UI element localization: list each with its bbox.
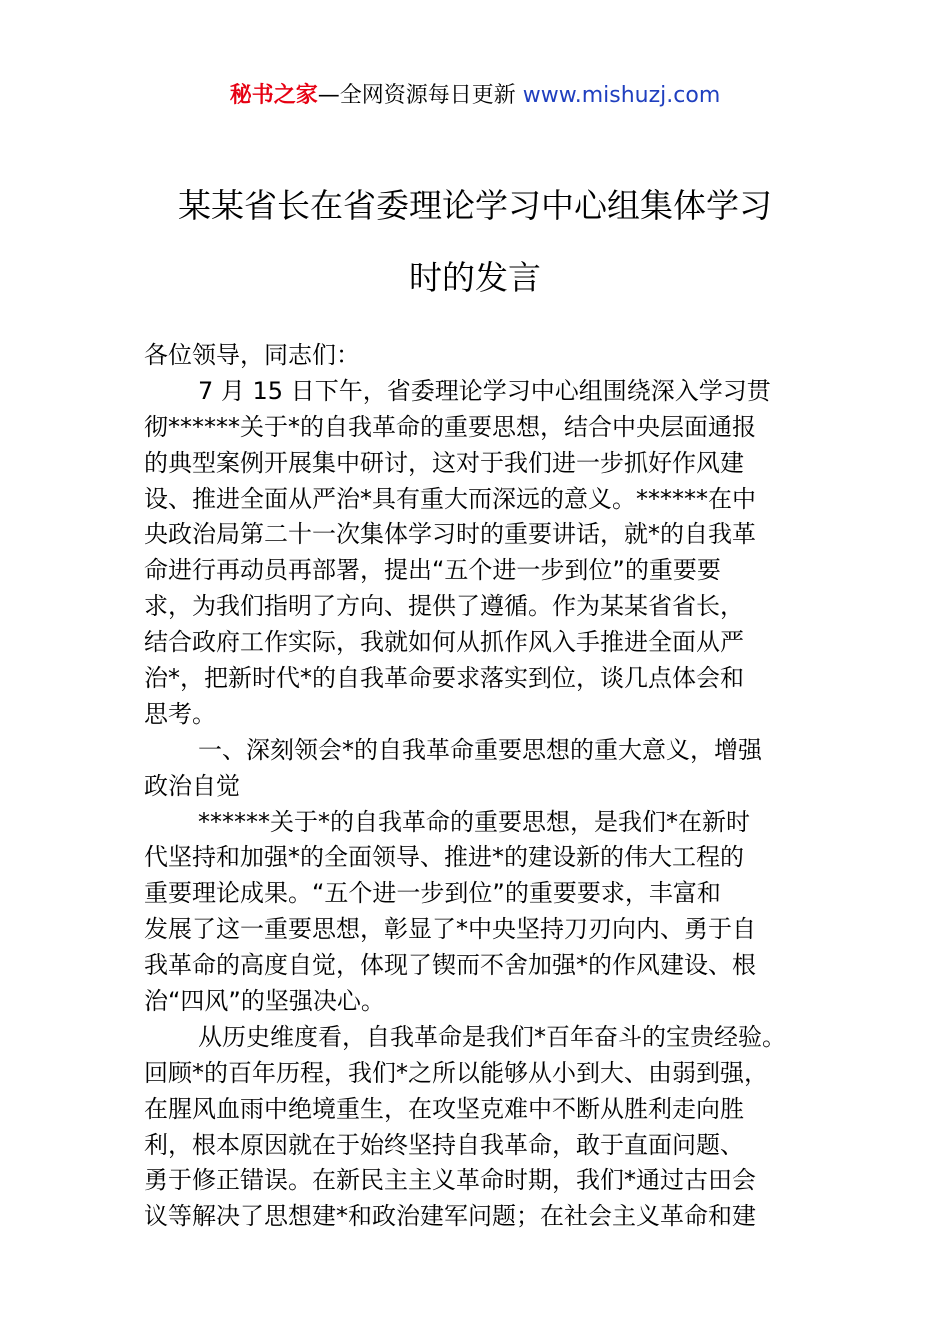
document-body [144,338,834,1235]
paragraph-line: 设、推进全面从严治*具有重大而深远的意义。******在中 [144,484,756,513]
paragraph-line: 勇于修正错误。在新民主主义革命时期，我们*通过古田会 [144,1166,756,1195]
header-tagline: —全网资源每日更新 [317,83,516,108]
site-header [0,80,950,112]
paragraph-line: 代坚持和加强*的全面领导、推进*的建设新的伟大工程的 [144,843,744,872]
paragraph-line: ******关于*的自我革命的重要思想，是我们*在新时 [198,807,750,836]
paragraph-line: 治*，把新时代*的自我革命要求落实到位，谈几点体会和 [144,664,744,693]
paragraph-line: 的典型案例开展集中研讨，这对于我们进一步抓好作风建 [144,448,744,477]
paragraph-line: 结合政府工作实际，我就如何从抓作风入手推进全面从严 [144,628,744,657]
paragraph-line: 重要理论成果。“五个进一步到位”的重要要求，丰富和 [144,879,721,908]
section-heading-line: 政治自觉 [144,771,240,800]
paragraph-line: 在腥风血雨中绝境重生，在攻坚克难中不断从胜利走向胜 [144,1094,744,1123]
paragraph-line: 从历史维度看，自我革命是我们*百年奋斗的宝贵经验。 [198,1022,786,1051]
paragraph-line: 回顾*的百年历程，我们*之所以能够从小到大、由弱到强， [144,1058,768,1087]
salutation: 各位领导，同志们： [144,341,360,369]
paragraph-line: 7 月 15 日下午，省委理论学习中心组围绕深入学习贯 [198,376,771,405]
paragraph-line: 彻******关于*的自我革命的重要思想，结合中央层面通报 [144,412,756,441]
section-heading-line: 一、深刻领会*的自我革命重要思想的重大意义，增强 [198,735,762,764]
document-title [0,170,950,314]
site-url-link[interactable]: www.mishuzj.com [515,83,721,108]
paragraph-line: 央政治局第二十一次集体学习时的重要讲话，就*的自我革 [144,520,756,549]
paragraph-line: 议等解决了思想建*和政治建军问题；在社会主义革命和建 [144,1202,756,1231]
paragraph-line: 发展了这一重要思想，彰显了*中央坚持刀刃向内、勇于自 [144,915,756,944]
title-line: 时的发言 [409,258,541,297]
paragraph-line: 治“四风”的坚强决心。 [144,987,385,1016]
brand-name: 秘书之家 [229,83,318,108]
paragraph-line: 思考。 [144,699,216,728]
paragraph-line: 求，为我们指明了方向、提供了遵循。作为某某省省长， [144,592,744,621]
title-line: 某某省长在省委理论学习中心组集体学习 [178,186,772,225]
paragraph-line: 我革命的高度自觉，体现了锲而不舍加强*的作风建设、根 [144,951,756,980]
paragraph-line: 命进行再动员再部署，提出“五个进一步到位”的重要要 [144,556,721,585]
paragraph-line: 利，根本原因就在于始终坚持自我革命，敢于直面问题、 [144,1130,744,1159]
